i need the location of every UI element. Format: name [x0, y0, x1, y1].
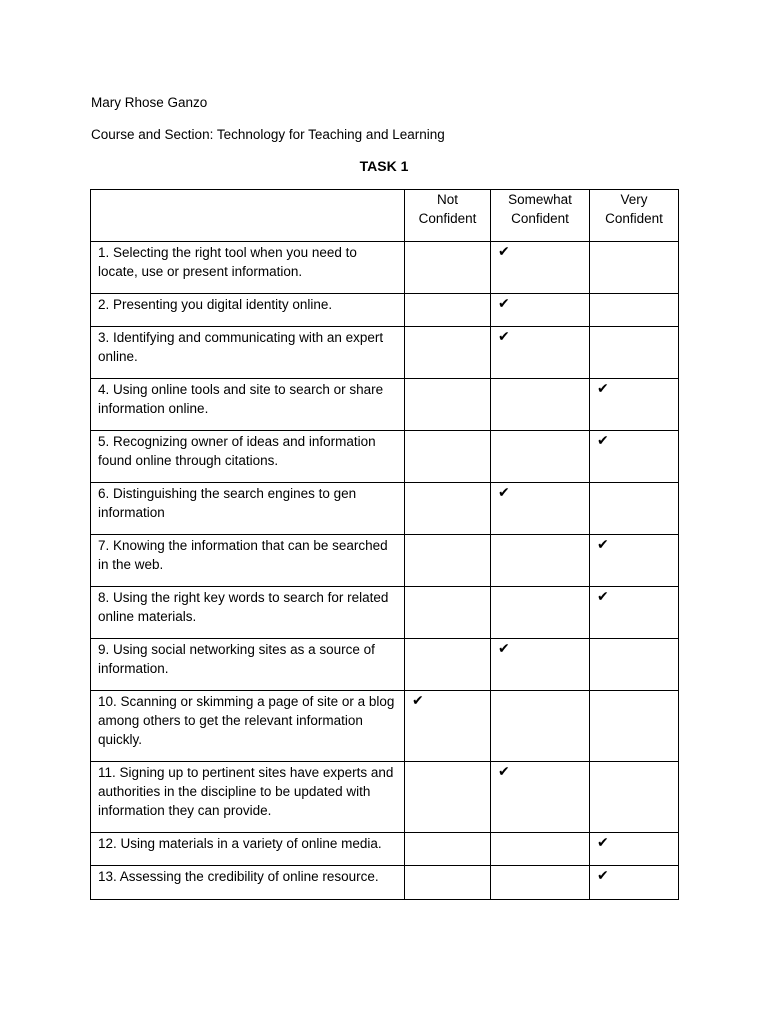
- check-mark-icon: ✔: [597, 536, 609, 552]
- cell-not-confident: [405, 483, 491, 535]
- row-item-text: 13. Assessing the credibility of online resource.: [91, 866, 405, 900]
- check-mark-icon: ✔: [498, 763, 510, 779]
- row-item-text: 12. Using materials in a variety of online media.: [91, 833, 405, 866]
- table-row: [91, 379, 679, 431]
- row-item-text: 9. Using social networking sites as a source of information.: [91, 639, 405, 691]
- cell-somewhat-confident: [491, 587, 590, 639]
- table-row: [91, 833, 679, 866]
- table-row: [91, 483, 679, 535]
- check-mark-icon: ✔: [498, 295, 510, 311]
- cell-not-confident: [405, 866, 491, 900]
- cell-very-confident: [590, 327, 679, 379]
- cell-not-confident: [405, 294, 491, 327]
- cell-not-confident: [405, 587, 491, 639]
- row-item-text: 8. Using the right key words to search for related online materials.: [91, 587, 405, 639]
- cell-very-confident: [590, 762, 679, 833]
- table-row: [91, 535, 679, 587]
- header-somewhat-confident: Somewhat Confident: [491, 190, 590, 242]
- cell-very-confident: [590, 833, 679, 866]
- cell-somewhat-confident: [491, 762, 590, 833]
- header-not-confident: Not Confident: [405, 190, 491, 242]
- table-row: [91, 294, 679, 327]
- table-row: [91, 242, 679, 294]
- table-row: [91, 431, 679, 483]
- cell-very-confident: [590, 242, 679, 294]
- header-very-confident: Very Confident: [590, 190, 679, 242]
- cell-not-confident: [405, 327, 491, 379]
- check-mark-icon: ✔: [597, 867, 609, 883]
- author-name: Mary Rhose Ganzo: [91, 95, 208, 110]
- row-item-text: 4. Using online tools and site to search or share information online.: [91, 379, 405, 431]
- row-item-text: 1. Selecting the right tool when you need to locate, use or present information.: [91, 242, 405, 294]
- check-mark-icon: ✔: [498, 328, 510, 344]
- check-mark-icon: ✔: [597, 380, 609, 396]
- cell-somewhat-confident: [491, 866, 590, 900]
- cell-somewhat-confident: [491, 833, 590, 866]
- row-item-text: 6. Distinguishing the search engines to gen information: [91, 483, 405, 535]
- cell-not-confident: [405, 639, 491, 691]
- check-mark-icon: ✔: [597, 834, 609, 850]
- row-item-text: 10. Scanning or skimming a page of site or a blog among others to get the relevant information quickly.: [91, 691, 405, 762]
- cell-not-confident: [405, 833, 491, 866]
- cell-not-confident: [405, 379, 491, 431]
- row-item-text: 11. Signing up to pertinent sites have experts and authorities in the discipline to be updated with information they can provide.: [91, 762, 405, 833]
- cell-somewhat-confident: [491, 327, 590, 379]
- cell-not-confident: [405, 691, 491, 762]
- table-row: [91, 587, 679, 639]
- cell-very-confident: [590, 379, 679, 431]
- table-row: [91, 691, 679, 762]
- cell-not-confident: [405, 535, 491, 587]
- cell-somewhat-confident: [491, 294, 590, 327]
- cell-very-confident: [590, 294, 679, 327]
- check-mark-icon: ✔: [498, 243, 510, 259]
- check-mark-icon: ✔: [597, 432, 609, 448]
- cell-somewhat-confident: [491, 483, 590, 535]
- table-row: [91, 639, 679, 691]
- check-mark-icon: ✔: [597, 588, 609, 604]
- cell-not-confident: [405, 762, 491, 833]
- row-item-text: 2. Presenting you digital identity online.: [91, 294, 405, 327]
- cell-somewhat-confident: [491, 639, 590, 691]
- cell-somewhat-confident: [491, 379, 590, 431]
- row-item-text: 3. Identifying and communicating with an expert online.: [91, 327, 405, 379]
- row-item-text: 5. Recognizing owner of ideas and information found online through citations.: [91, 431, 405, 483]
- confidence-table: [90, 189, 679, 900]
- cell-very-confident: [590, 639, 679, 691]
- check-mark-icon: ✔: [498, 640, 510, 656]
- table-row: [91, 866, 679, 900]
- cell-somewhat-confident: [491, 242, 590, 294]
- header-item: [91, 190, 405, 242]
- cell-very-confident: [590, 866, 679, 900]
- cell-not-confident: [405, 242, 491, 294]
- cell-somewhat-confident: [491, 431, 590, 483]
- header-row: [91, 190, 679, 242]
- cell-very-confident: [590, 483, 679, 535]
- check-mark-icon: ✔: [498, 484, 510, 500]
- cell-somewhat-confident: [491, 691, 590, 762]
- cell-very-confident: [590, 587, 679, 639]
- table-row: [91, 327, 679, 379]
- course-section-line: Course and Section: Technology for Teaching and Learning: [91, 127, 445, 142]
- row-item-text: 7. Knowing the information that can be searched in the web.: [91, 535, 405, 587]
- check-mark-icon: ✔: [412, 692, 424, 708]
- table-row: [91, 762, 679, 833]
- cell-very-confident: [590, 535, 679, 587]
- cell-somewhat-confident: [491, 535, 590, 587]
- task-title: TASK 1: [359, 158, 409, 174]
- cell-very-confident: [590, 431, 679, 483]
- cell-not-confident: [405, 431, 491, 483]
- cell-very-confident: [590, 691, 679, 762]
